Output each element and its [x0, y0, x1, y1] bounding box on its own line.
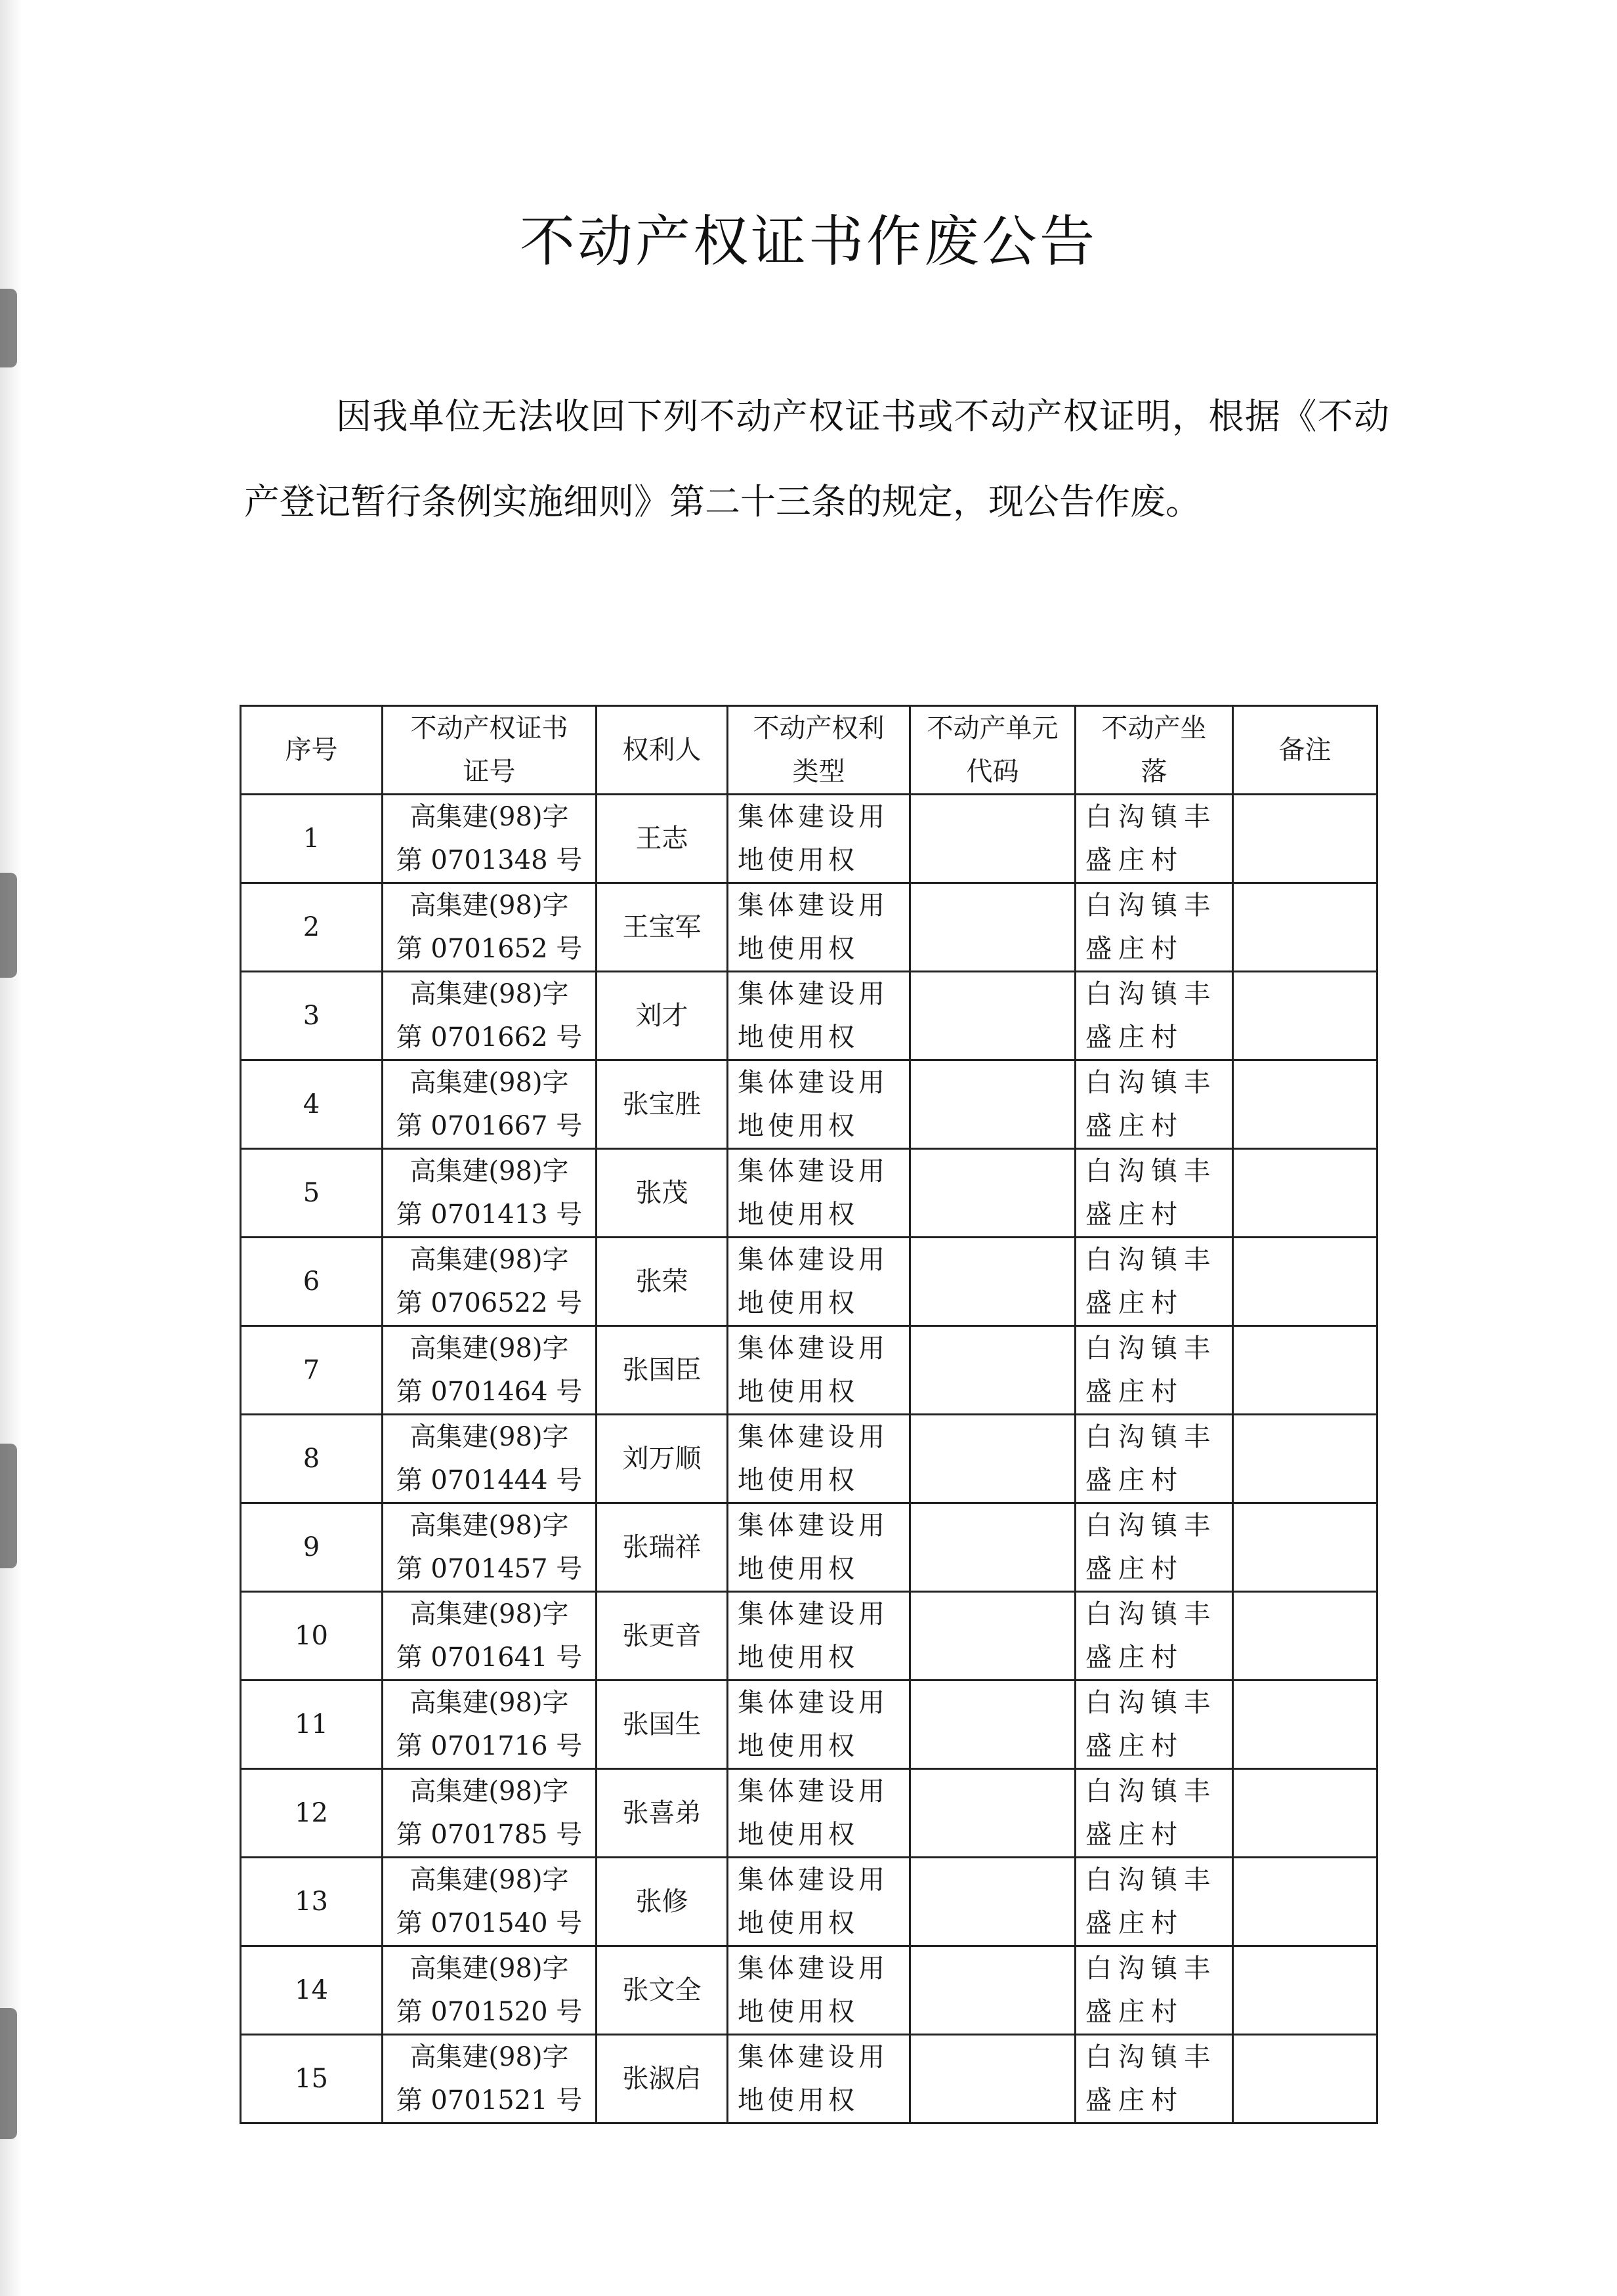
cell-remark — [1233, 1238, 1377, 1326]
cert-line2: 第 0701457 号 — [396, 1554, 583, 1584]
cell-no: 8 — [241, 1415, 383, 1503]
cert-line1: 高集建(98)字 — [410, 1068, 569, 1098]
type-line2: 地使用权 — [738, 1111, 858, 1141]
cert-line2: 第 0701348 号 — [396, 845, 583, 875]
header-cert-number — [383, 706, 597, 795]
table-row — [241, 1238, 1377, 1326]
table-row — [241, 1680, 1377, 1769]
cell-unit-code — [910, 1680, 1076, 1769]
cell-remark — [1233, 1592, 1377, 1680]
loc-line2: 盛庄村 — [1085, 1022, 1184, 1053]
table-row — [241, 1858, 1377, 1946]
cell-no: 10 — [241, 1592, 383, 1680]
cell-remark — [1233, 1503, 1377, 1592]
loc-line2: 盛庄村 — [1085, 1731, 1184, 1761]
cell-no: 4 — [241, 1060, 383, 1149]
cert-line2: 第 0701716 号 — [396, 1731, 583, 1761]
cell-right-type — [728, 1680, 910, 1769]
cell-holder: 张更音 — [597, 1592, 728, 1680]
cell-remark — [1233, 1680, 1377, 1769]
cell-remark — [1233, 1415, 1377, 1503]
loc-line2: 盛庄村 — [1085, 1288, 1184, 1318]
loc-line1: 白沟镇丰 — [1085, 979, 1217, 1009]
cell-unit-code — [910, 1326, 1076, 1415]
cell-unit-code — [910, 1149, 1076, 1238]
cell-remark — [1233, 1149, 1377, 1238]
table-row — [241, 1503, 1377, 1592]
cell-location — [1076, 883, 1233, 972]
cell-location — [1076, 1060, 1233, 1149]
cell-location — [1076, 1769, 1233, 1858]
type-line1: 集体建设用 — [738, 1776, 889, 1806]
cell-location — [1076, 795, 1233, 883]
table-row — [241, 1060, 1377, 1149]
cert-line1: 高集建(98)字 — [410, 1776, 569, 1806]
loc-line2: 盛庄村 — [1085, 1554, 1184, 1584]
header-unit-line2: 代码 — [966, 757, 1019, 787]
loc-line2: 盛庄村 — [1085, 1111, 1184, 1141]
cell-unit-code — [910, 1946, 1076, 2035]
type-line1: 集体建设用 — [738, 1599, 889, 1629]
cell-right-type — [728, 1769, 910, 1858]
cert-line1: 高集建(98)字 — [410, 1245, 569, 1275]
cell-unit-code — [910, 1415, 1076, 1503]
cell-remark — [1233, 1858, 1377, 1946]
cert-line1: 高集建(98)字 — [410, 1599, 569, 1629]
cell-remark — [1233, 795, 1377, 883]
cell-no: 14 — [241, 1946, 383, 2035]
cell-no: 5 — [241, 1149, 383, 1238]
type-line2: 地使用权 — [738, 1465, 858, 1495]
cell-cert-number — [383, 1326, 597, 1415]
cert-line1: 高集建(98)字 — [410, 1333, 569, 1364]
table-row — [241, 1415, 1377, 1503]
table-row — [241, 1149, 1377, 1238]
scan-edge-mark — [0, 1444, 17, 1568]
loc-line2: 盛庄村 — [1085, 845, 1184, 875]
cell-no: 12 — [241, 1769, 383, 1858]
loc-line2: 盛庄村 — [1085, 1642, 1184, 1673]
cell-right-type — [728, 883, 910, 972]
type-line1: 集体建设用 — [738, 1953, 889, 1984]
cell-unit-code — [910, 1060, 1076, 1149]
cell-holder: 王志 — [597, 795, 728, 883]
cell-right-type — [728, 1946, 910, 2035]
cell-cert-number — [383, 972, 597, 1060]
type-line1: 集体建设用 — [738, 890, 889, 921]
type-line1: 集体建设用 — [738, 1865, 889, 1895]
scan-edge-mark — [0, 289, 17, 367]
cert-line1: 高集建(98)字 — [410, 1688, 569, 1718]
cell-no: 6 — [241, 1238, 383, 1326]
type-line2: 地使用权 — [738, 1554, 858, 1584]
type-line1: 集体建设用 — [738, 979, 889, 1009]
cell-no: 15 — [241, 2035, 383, 2123]
type-line1: 集体建设用 — [738, 1245, 889, 1275]
loc-line1: 白沟镇丰 — [1085, 1599, 1217, 1629]
cert-line1: 高集建(98)字 — [410, 1865, 569, 1895]
cell-holder: 张国生 — [597, 1680, 728, 1769]
cell-cert-number — [383, 1680, 597, 1769]
cert-line1: 高集建(98)字 — [410, 1422, 569, 1452]
loc-line1: 白沟镇丰 — [1085, 1156, 1217, 1186]
cell-location — [1076, 1858, 1233, 1946]
header-unit-line1: 不动产单元 — [927, 713, 1059, 743]
loc-line2: 盛庄村 — [1085, 1465, 1184, 1495]
cell-holder: 刘才 — [597, 972, 728, 1060]
type-line1: 集体建设用 — [738, 1333, 889, 1364]
loc-line1: 白沟镇丰 — [1085, 1068, 1217, 1098]
header-remark: 备注 — [1233, 706, 1377, 795]
cell-right-type — [728, 1415, 910, 1503]
cell-location — [1076, 2035, 1233, 2123]
cell-unit-code — [910, 795, 1076, 883]
scan-edge-mark — [0, 873, 17, 978]
header-type-line1: 不动产权利 — [753, 713, 885, 743]
loc-line2: 盛庄村 — [1085, 1820, 1184, 1850]
cell-location — [1076, 1503, 1233, 1592]
header-no: 序号 — [241, 706, 383, 795]
header-cert-line2: 证号 — [463, 757, 516, 787]
loc-line1: 白沟镇丰 — [1085, 1776, 1217, 1806]
table-row — [241, 1946, 1377, 2035]
cell-right-type — [728, 1858, 910, 1946]
type-line2: 地使用权 — [738, 1908, 858, 1938]
cell-no: 2 — [241, 883, 383, 972]
cell-holder: 张荣 — [597, 1238, 728, 1326]
cert-line1: 高集建(98)字 — [410, 2042, 569, 2072]
header-loc-line1: 不动产坐 — [1101, 713, 1207, 743]
cell-cert-number — [383, 1503, 597, 1592]
announcement-paragraph: 因我单位无法收回下列不动产权证书或不动产权证明，根据《不动产登记暂行条例实施细则》第二十三条的规定，现公告作废。 — [244, 396, 1389, 522]
cell-cert-number — [383, 795, 597, 883]
cell-right-type — [728, 1238, 910, 1326]
type-line2: 地使用权 — [738, 1642, 858, 1673]
cell-cert-number — [383, 1149, 597, 1238]
cert-line2: 第 0701540 号 — [396, 1908, 583, 1938]
loc-line2: 盛庄村 — [1085, 1908, 1184, 1938]
cell-location — [1076, 1326, 1233, 1415]
cell-holder: 张文全 — [597, 1946, 728, 2035]
scan-edge-mark — [0, 2008, 17, 2139]
cell-unit-code — [910, 2035, 1076, 2123]
header-right-type — [728, 706, 910, 795]
loc-line1: 白沟镇丰 — [1085, 1245, 1217, 1275]
cell-right-type — [728, 1326, 910, 1415]
loc-line2: 盛庄村 — [1085, 1997, 1184, 2027]
cell-no: 3 — [241, 972, 383, 1060]
loc-line1: 白沟镇丰 — [1085, 1511, 1217, 1541]
cell-cert-number — [383, 883, 597, 972]
cell-unit-code — [910, 1858, 1076, 1946]
cell-unit-code — [910, 883, 1076, 972]
cell-cert-number — [383, 1946, 597, 2035]
cell-holder: 王宝军 — [597, 883, 728, 972]
loc-line1: 白沟镇丰 — [1085, 1865, 1217, 1895]
cert-line2: 第 0701521 号 — [396, 2085, 583, 2116]
cell-right-type — [728, 1149, 910, 1238]
cert-line1: 高集建(98)字 — [410, 802, 569, 832]
loc-line1: 白沟镇丰 — [1085, 1333, 1217, 1364]
cell-holder: 张喜弟 — [597, 1769, 728, 1858]
cert-line1: 高集建(98)字 — [410, 890, 569, 921]
loc-line1: 白沟镇丰 — [1085, 1422, 1217, 1452]
cell-cert-number — [383, 1415, 597, 1503]
loc-line1: 白沟镇丰 — [1085, 890, 1217, 921]
cell-remark — [1233, 2035, 1377, 2123]
cell-location — [1076, 1592, 1233, 1680]
header-cert-line1: 不动产权证书 — [410, 713, 568, 743]
table-header-row — [241, 706, 1377, 795]
loc-line2: 盛庄村 — [1085, 1200, 1184, 1230]
cell-right-type — [728, 2035, 910, 2123]
type-line2: 地使用权 — [738, 845, 858, 875]
loc-line2: 盛庄村 — [1085, 1377, 1184, 1407]
type-line1: 集体建设用 — [738, 1068, 889, 1098]
loc-line1: 白沟镇丰 — [1085, 1953, 1217, 1984]
cert-line2: 第 0701667 号 — [396, 1111, 583, 1141]
cell-location — [1076, 972, 1233, 1060]
cell-no: 1 — [241, 795, 383, 883]
cert-line2: 第 0701662 号 — [396, 1022, 583, 1053]
header-location — [1076, 706, 1233, 795]
cell-remark — [1233, 972, 1377, 1060]
cert-line1: 高集建(98)字 — [410, 1511, 569, 1541]
cell-cert-number — [383, 1858, 597, 1946]
cell-location — [1076, 1680, 1233, 1769]
cell-holder: 张修 — [597, 1858, 728, 1946]
cert-line2: 第 0706522 号 — [396, 1288, 583, 1318]
type-line2: 地使用权 — [738, 1022, 858, 1053]
loc-line1: 白沟镇丰 — [1085, 2042, 1217, 2072]
cert-line2: 第 0701444 号 — [396, 1465, 583, 1495]
cell-remark — [1233, 1060, 1377, 1149]
table-row — [241, 972, 1377, 1060]
cell-location — [1076, 1415, 1233, 1503]
cell-holder: 张瑞祥 — [597, 1503, 728, 1592]
type-line2: 地使用权 — [738, 1200, 858, 1230]
cell-no: 9 — [241, 1503, 383, 1592]
type-line1: 集体建设用 — [738, 802, 889, 832]
loc-line2: 盛庄村 — [1085, 934, 1184, 964]
type-line1: 集体建设用 — [738, 1688, 889, 1718]
cell-unit-code — [910, 1769, 1076, 1858]
table-row — [241, 1769, 1377, 1858]
cert-line1: 高集建(98)字 — [410, 1156, 569, 1186]
cell-right-type — [728, 1592, 910, 1680]
cell-no: 13 — [241, 1858, 383, 1946]
cert-line2: 第 0701785 号 — [396, 1820, 583, 1850]
table-row — [241, 1326, 1377, 1415]
table-row — [241, 2035, 1377, 2123]
type-line2: 地使用权 — [738, 1288, 858, 1318]
cert-line2: 第 0701464 号 — [396, 1377, 583, 1407]
cell-location — [1076, 1149, 1233, 1238]
cell-remark — [1233, 1769, 1377, 1858]
type-line2: 地使用权 — [738, 2085, 858, 2116]
cert-line1: 高集建(98)字 — [410, 979, 569, 1009]
cell-unit-code — [910, 1592, 1076, 1680]
type-line1: 集体建设用 — [738, 1156, 889, 1186]
table-row — [241, 883, 1377, 972]
cell-right-type — [728, 795, 910, 883]
cell-right-type — [728, 1503, 910, 1592]
cell-remark — [1233, 1326, 1377, 1415]
cell-holder: 张宝胜 — [597, 1060, 728, 1149]
cell-cert-number — [383, 1769, 597, 1858]
cell-cert-number — [383, 1060, 597, 1149]
cell-right-type — [728, 972, 910, 1060]
type-line1: 集体建设用 — [738, 1422, 889, 1452]
cell-cert-number — [383, 1592, 597, 1680]
cell-remark — [1233, 1946, 1377, 2035]
header-loc-line2: 落 — [1141, 757, 1167, 787]
certificate-table — [240, 705, 1378, 2124]
loc-line2: 盛庄村 — [1085, 2085, 1184, 2116]
header-unit-code — [910, 706, 1076, 795]
header-holder: 权利人 — [597, 706, 728, 795]
table-row — [241, 1592, 1377, 1680]
cell-location — [1076, 1238, 1233, 1326]
cell-no: 11 — [241, 1680, 383, 1769]
cert-line2: 第 0701520 号 — [396, 1997, 583, 2027]
table-row — [241, 795, 1377, 883]
type-line2: 地使用权 — [738, 1997, 858, 2027]
type-line2: 地使用权 — [738, 1731, 858, 1761]
cert-line2: 第 0701641 号 — [396, 1642, 583, 1673]
type-line2: 地使用权 — [738, 1820, 858, 1850]
cell-holder: 张茂 — [597, 1149, 728, 1238]
type-line1: 集体建设用 — [738, 2042, 889, 2072]
document-title: 不动产权证书作废公告 — [519, 209, 1097, 274]
cell-unit-code — [910, 1503, 1076, 1592]
cert-line2: 第 0701413 号 — [396, 1200, 583, 1230]
cell-location — [1076, 1946, 1233, 2035]
cell-remark — [1233, 883, 1377, 972]
cert-line2: 第 0701652 号 — [396, 934, 583, 964]
cell-no: 7 — [241, 1326, 383, 1415]
cell-holder: 刘万顺 — [597, 1415, 728, 1503]
type-line2: 地使用权 — [738, 934, 858, 964]
type-line2: 地使用权 — [738, 1377, 858, 1407]
cell-holder: 张国臣 — [597, 1326, 728, 1415]
cert-line1: 高集建(98)字 — [410, 1953, 569, 1984]
cell-cert-number — [383, 2035, 597, 2123]
cell-unit-code — [910, 1238, 1076, 1326]
cell-holder: 张淑启 — [597, 2035, 728, 2123]
cell-right-type — [728, 1060, 910, 1149]
loc-line1: 白沟镇丰 — [1085, 802, 1217, 832]
header-type-line2: 类型 — [792, 757, 845, 787]
cell-cert-number — [383, 1238, 597, 1326]
loc-line1: 白沟镇丰 — [1085, 1688, 1217, 1718]
cell-unit-code — [910, 972, 1076, 1060]
type-line1: 集体建设用 — [738, 1511, 889, 1541]
